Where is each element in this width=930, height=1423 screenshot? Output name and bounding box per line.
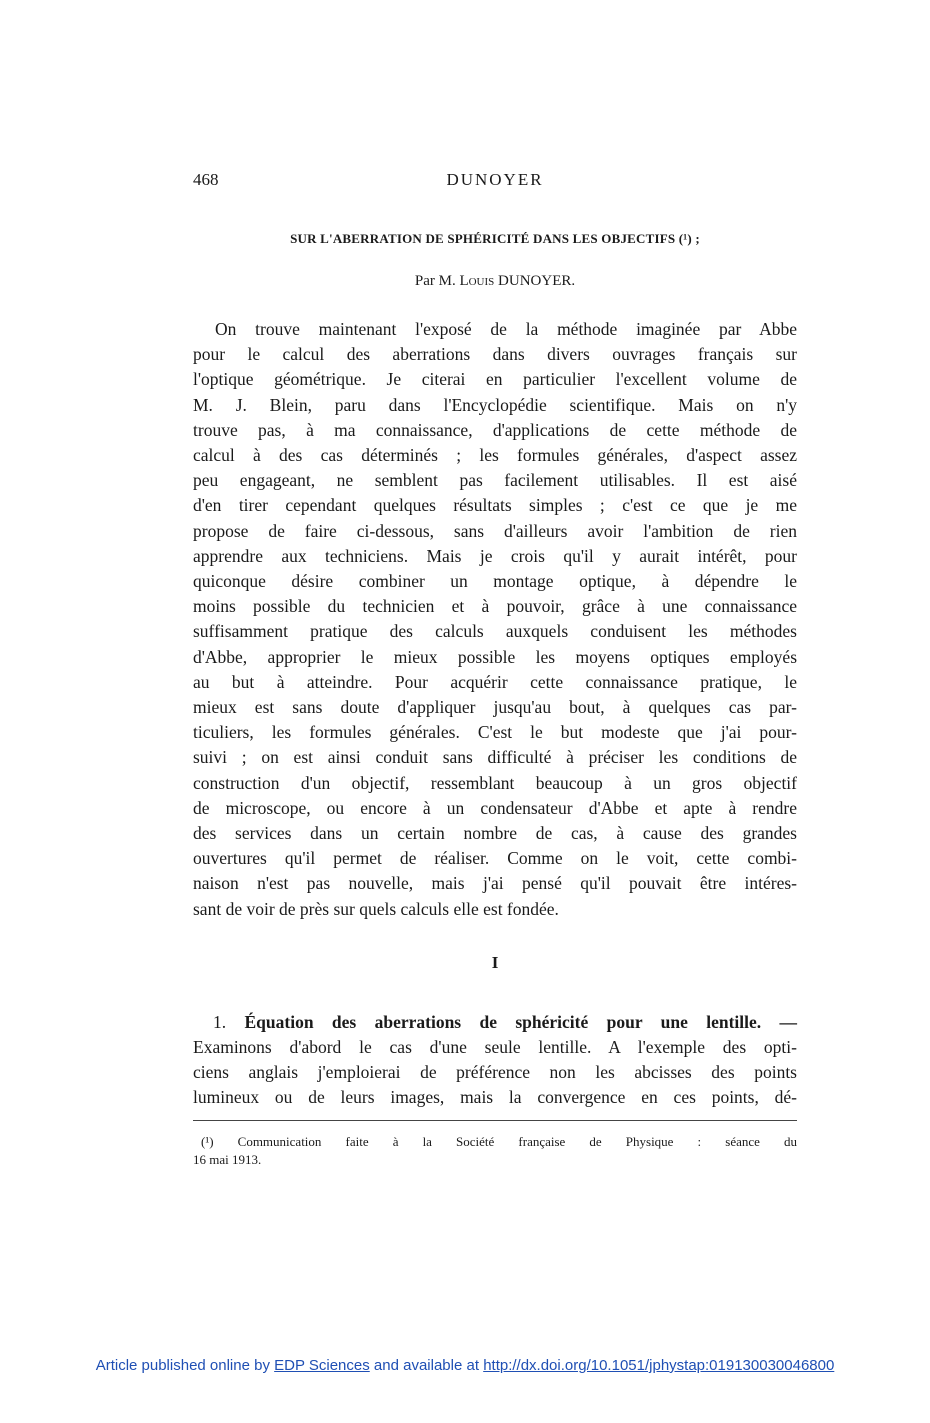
- footnote-line: (¹) Communication faite à la Société française de Physique : séance du: [201, 1134, 797, 1149]
- intro-line: trouve pas, à ma connaissance, d'applications de cette méthode de: [193, 419, 797, 440]
- section-paragraph: [193, 1010, 797, 1110]
- doi-link[interactable]: http://dx.doi.org/10.1051/jphystap:019130030046800: [483, 1357, 835, 1374]
- notice-text-middle: and available at: [373, 1357, 480, 1374]
- page-header: [193, 170, 797, 194]
- publisher-link[interactable]: EDP Sciences: [274, 1357, 370, 1374]
- running-head: DUNOYER: [446, 170, 544, 189]
- para-line: ciens anglais j'emploierai de préférence non les abcisses des points: [193, 1062, 797, 1082]
- intro-line: M. J. Blein, paru dans l'Encyclopédie scientifique. Mais on n'y: [193, 394, 797, 415]
- intro-line: mieux est sans doute d'appliquer jusqu'au bout, à quelques cas par-: [193, 697, 797, 718]
- footnote: [193, 1133, 797, 1169]
- intro-line: construction d'un objectif, ressemblant beaucoup à un gros objectif: [193, 772, 797, 793]
- intro-line: suffisamment pratique des calculs auxquels conduisent les méthodes: [193, 621, 797, 642]
- intro-line: de microscope, ou encore à un condensateur d'Abbe et apte à rendre: [193, 797, 797, 818]
- para-line: Examinons d'abord le cas d'une seule lentille. A l'exemple des opti-: [193, 1037, 797, 1057]
- intro-line: peu engageant, ne semblent pas facilement utilisables. Il est aisé: [193, 470, 797, 491]
- publication-notice: [0, 1357, 930, 1374]
- para-heading-line: [193, 1010, 797, 1035]
- para-heading: Équation des aberrations de sphéricité pour une lentille. —: [244, 1012, 798, 1032]
- intro-line: ticuliers, les formules générales. C'est le but modeste que j'ai pour-: [193, 722, 797, 743]
- para-number: 1.: [213, 1012, 227, 1032]
- notice-text: Article published online by: [95, 1357, 270, 1374]
- intro-line: propose de faire ci-dessous, sans d'ailleurs avoir l'ambition de rien: [193, 520, 797, 541]
- intro-line: d'en tirer cependant quelques résultats simples ; c'est ce que je me: [193, 495, 797, 516]
- footnote-line: 16 mai 1913.: [193, 1152, 262, 1167]
- intro-line: apprendre aux techniciens. Mais je crois qu'il y aurait intérêt, pour: [193, 545, 797, 566]
- intro-line: d'Abbe, approprier le mieux possible les moyens optiques employés: [193, 646, 797, 667]
- intro-line: On trouve maintenant l'exposé de la méthode imaginée par Abbe: [215, 319, 797, 339]
- intro-line: au but à atteindre. Pour acquérir cette connaissance pratique, le: [193, 671, 797, 692]
- article-title: SUR L'ABERRATION DE SPHÉRICITÉ DANS LES OBJECTIFS (¹) ;: [290, 231, 700, 246]
- byline-prefix: Par M.: [414, 273, 456, 289]
- intro-line: naison n'est pas nouvelle, mais j'ai pensé qu'il pouvait être intéres-: [193, 873, 797, 894]
- intro-line: l'optique géométrique. Je citerai en particulier l'excellent volume de: [193, 369, 797, 390]
- intro-line: pour le calcul des aberrations dans divers ouvrages français sur: [193, 344, 797, 365]
- byline-last-name: DUNOYER.: [498, 273, 576, 289]
- byline-first-name: Louis: [459, 273, 495, 289]
- footnote-rule: [193, 1120, 797, 1121]
- intro-line: moins possible du technicien et à pouvoir, grâce à une connaissance: [193, 596, 797, 617]
- intro-line: sant de voir de près sur quels calculs elle est fondée.: [193, 898, 559, 919]
- intro-line: des services dans un certain nombre de cas, à cause des grandes: [193, 823, 797, 844]
- byline: [193, 273, 797, 290]
- para-line: lumineux ou de leurs images, mais la convergence en ces points, dé-: [193, 1087, 797, 1107]
- intro-line: ouvertures qu'il permet de réaliser. Comme on le voit, cette combi-: [193, 848, 797, 869]
- intro-line: quiconque désire combiner un montage optique, à dépendre le: [193, 571, 797, 592]
- intro-line: suivi ; on est ainsi conduit sans difficulté à préciser les conditions de: [193, 747, 797, 768]
- intro-line: calcul à des cas déterminés ; les formules générales, d'aspect assez: [193, 445, 797, 466]
- page-number: 468: [193, 170, 219, 189]
- intro-paragraph: [193, 317, 797, 922]
- section-heading: I: [491, 953, 499, 972]
